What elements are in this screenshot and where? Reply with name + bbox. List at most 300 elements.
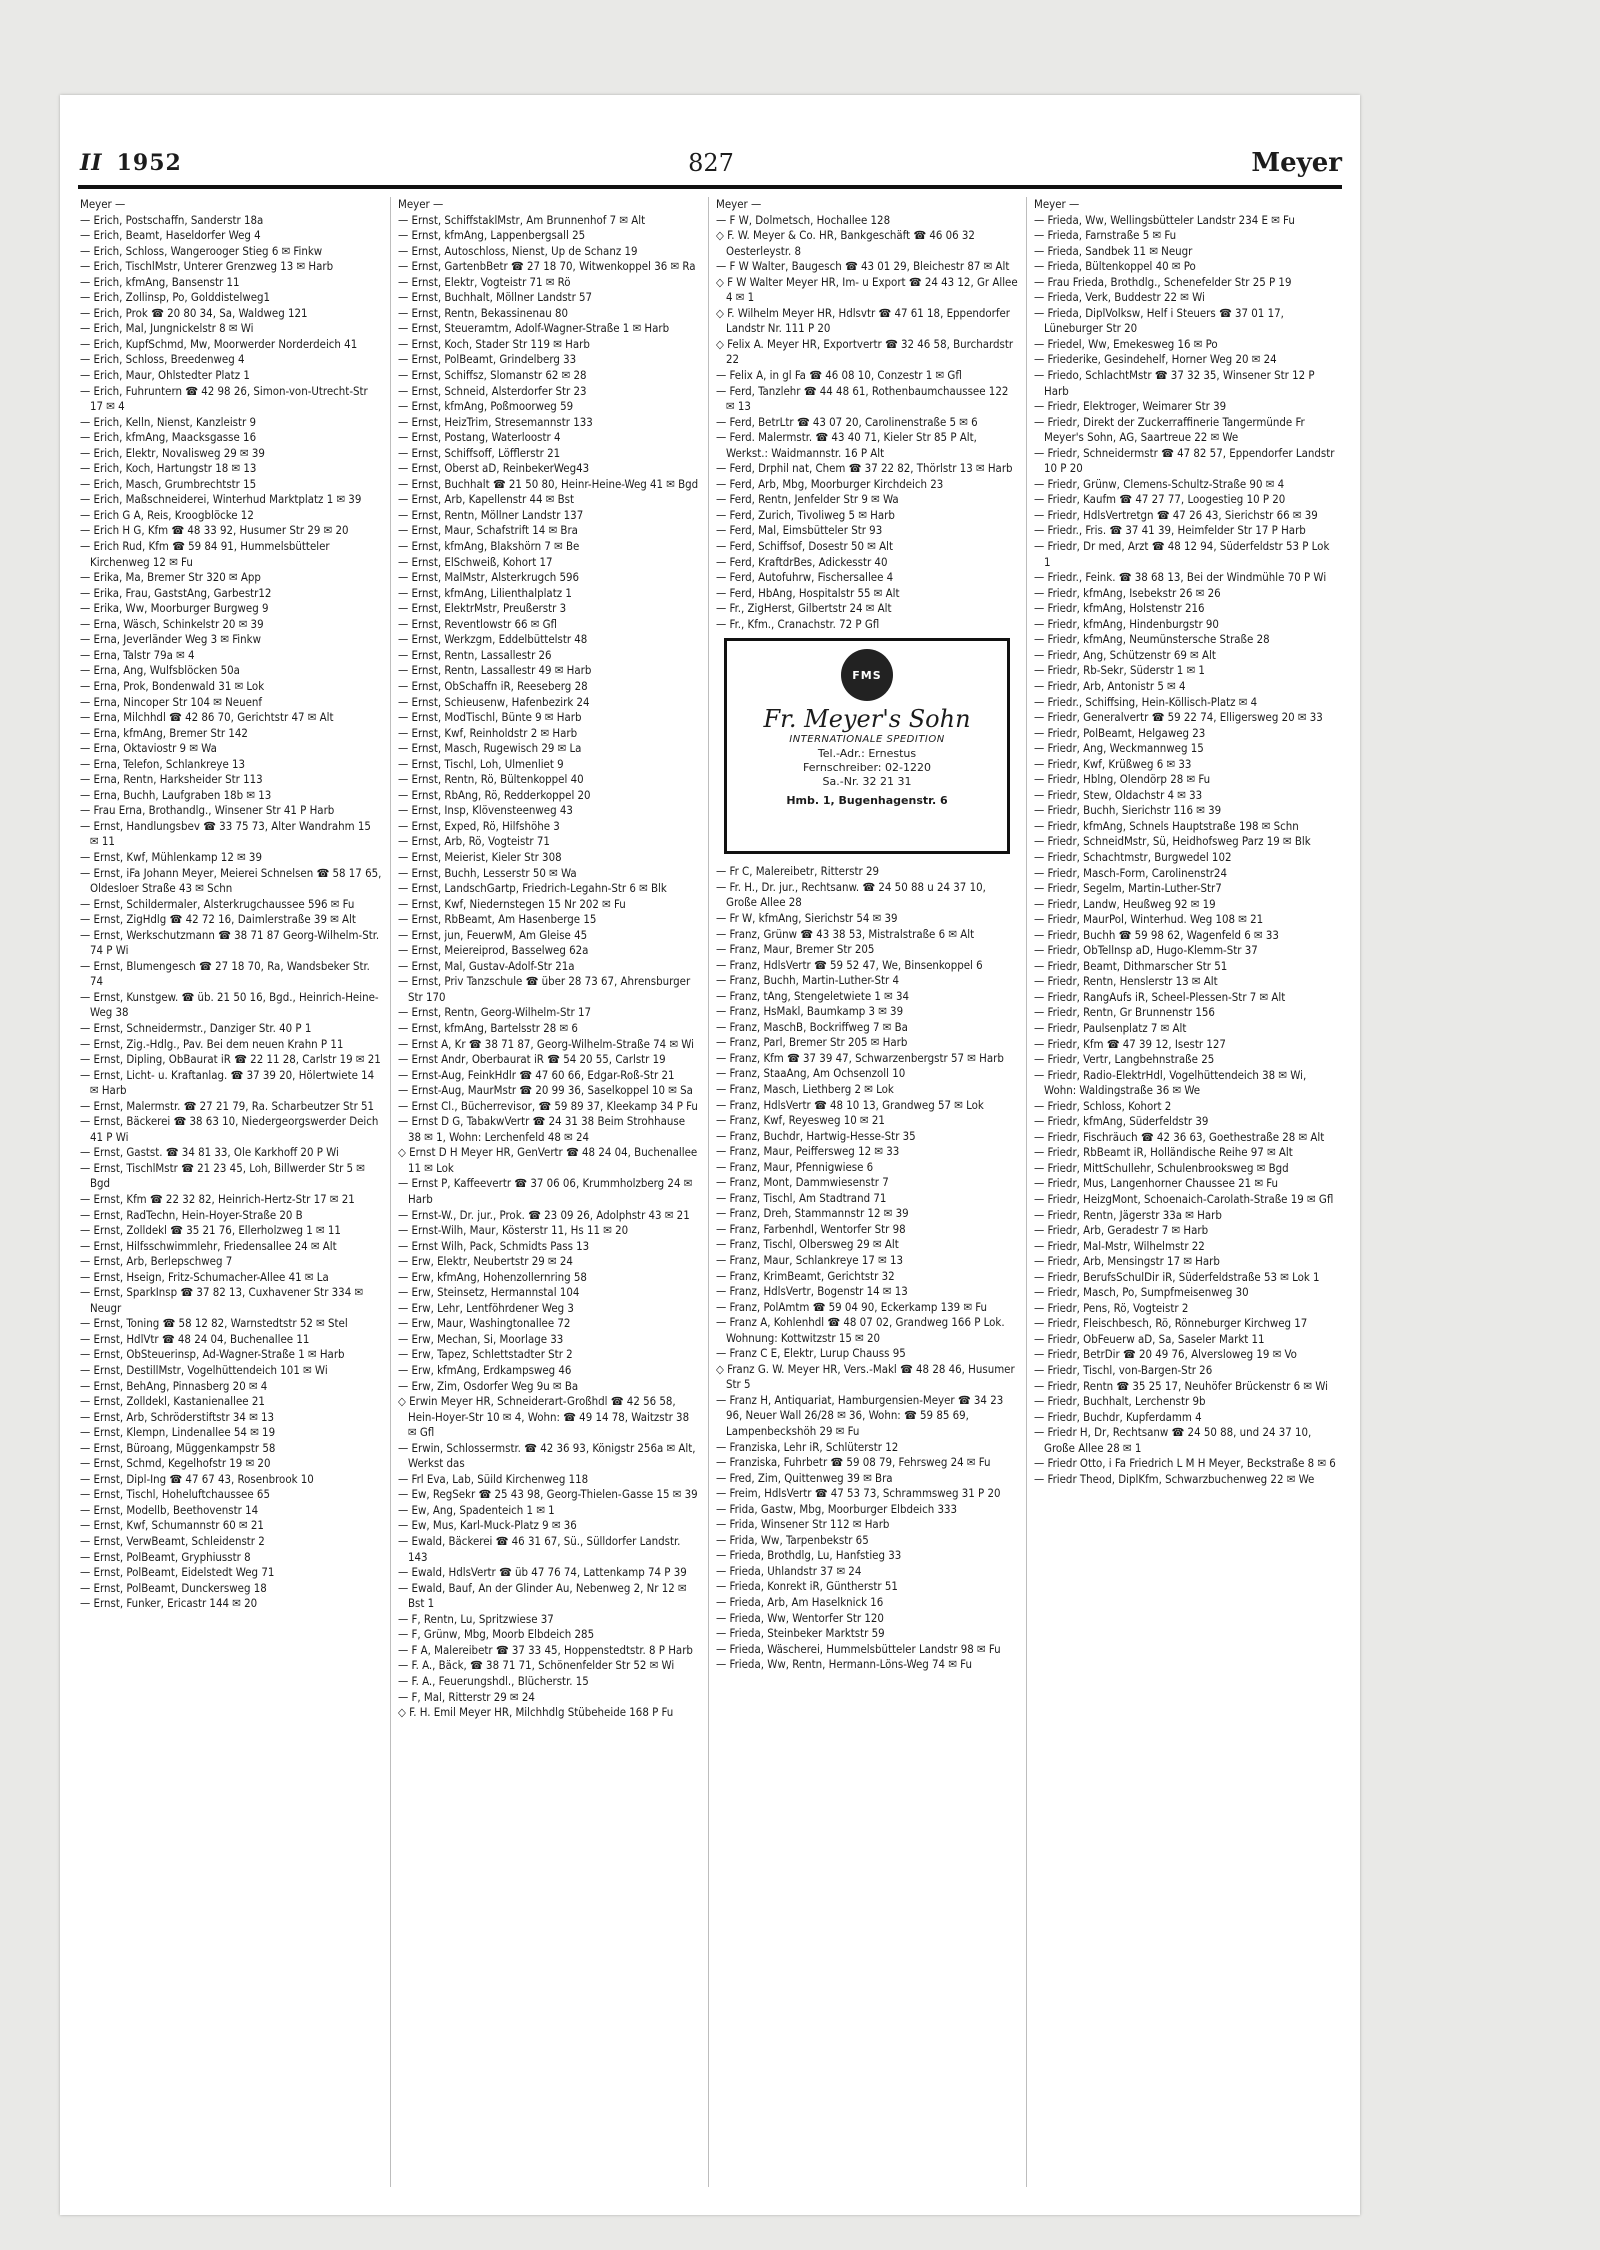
directory-entry: — Franz, Masch, Liethberg 2 ✉ Lok: [716, 1081, 894, 1096]
directory-entry: — Ferd, BetrLtr ☎ 43 07 20, Carolinenstraße 5 ✉ 6: [716, 414, 978, 429]
directory-entry: — F A, Malereibetr ☎ 37 33 45, Hoppenstedtstr. 8 P Harb: [398, 1642, 693, 1657]
directory-entry: — Frieda, Wäscherei, Hummelsbütteler Landstr 98 ✉ Fu: [716, 1641, 1001, 1656]
directory-entry: — Ernst, Dipling, ObBaurat iR ☎ 22 11 28, Carlstr 19 ✉ 21: [80, 1052, 381, 1067]
column-divider: [390, 197, 391, 2187]
directory-entry: — Ernst, Exped, Rö, Hilfshöhe 3: [398, 818, 560, 833]
directory-entry: — Friedr, Vertr, Langbehnstraße 25: [1034, 1052, 1215, 1067]
directory-entry: — Ernst, ElSchweiß, Kohort 17: [398, 554, 553, 569]
directory-entry: — Friedr, SchneidMstr, Sü, Heidhofsweg Parz 19 ✉ Blk: [1034, 834, 1311, 849]
directory-entry: — Erwin, Schlossermstr. ☎ 42 36 93, Königstr 256a ✉ Alt, Werkst das: [398, 1440, 696, 1471]
directory-entry: — Ernst, Elektr, Vogteistr 71 ✉ Rö: [398, 274, 571, 289]
directory-entry: — Franz, Kwf, Reyesweg 10 ✉ 21: [716, 1113, 885, 1128]
directory-entry: — Franz, Maur, Peiffersweg 12 ✉ 33: [716, 1144, 900, 1159]
directory-entry: — Friedr., Feink. ☎ 38 68 13, Bei der Windmühle 70 P Wi: [1034, 570, 1327, 585]
directory-entry: — Ernst, Kwf, Reinholdstr 2 ✉ Harb: [398, 725, 578, 740]
directory-entry: — Ernst, Blumengesch ☎ 27 18 70, Ra, Wandsbeker Str. 74: [80, 958, 370, 989]
directory-entry: — Franz, Grünw ☎ 43 38 53, Mistralstraße 6 ✉ Alt: [716, 926, 975, 941]
directory-entry: — Ferd, Mal, Eimsbütteler Str 93: [716, 523, 883, 538]
directory-entry: — Franz, HdlsVertr ☎ 48 10 13, Grandweg 57 ✉ Lok: [716, 1097, 984, 1112]
directory-entry: — Ferd, Drphil nat, Chem ☎ 37 22 82, Thörlstr 13 ✉ Harb: [716, 461, 1013, 476]
directory-entry: — Erich, TischlMstr, Unterer Grenzweg 13 ✉ Harb: [80, 259, 334, 274]
directory-entry: — Franz, Farbenhdl, Wentorfer Str 98: [716, 1221, 906, 1236]
directory-entry: — Ernst, Oberst aD, ReinbekerWeg43: [398, 461, 590, 476]
directory-entry: ◇ Ernst D H Meyer HR, GenVertr ☎ 48 24 04, Buchenallee 11 ✉ Lok: [398, 1145, 698, 1175]
directory-entry: — Ernst, Autoschloss, Nienst, Up de Schanz 19: [398, 243, 638, 258]
directory-entry: — Ew, RegSekr ☎ 25 43 98, Georg-Thielen-Gasse 15 ✉ 39: [398, 1487, 698, 1502]
directory-entry: — Friedr, Direkt der Zuckerraffinerie Tangermünde Fr Meyer's Sohn, AG, Saartreue 22 ✉ We: [1034, 414, 1305, 445]
directory-entry: — Frieda, Ww, Rentn, Hermann-Löns-Weg 74 ✉ Fu: [716, 1657, 972, 1672]
directory-entry: — Friedr, Masch-Form, Carolinenstr24: [1034, 865, 1227, 880]
directory-entry: — Friedr, Rentn, Gr Brunnenstr 156: [1034, 1005, 1215, 1020]
directory-entry: — Erna, Oktaviostr 9 ✉ Wa: [80, 741, 217, 756]
directory-entry: — Franz, StaaAng, Am Ochsenzoll 10: [716, 1066, 906, 1081]
directory-entry: — Franz, HdlsVertr, Bogenstr 14 ✉ 13: [716, 1284, 908, 1299]
directory-entry: — Erich, Mal, Jungnickelstr 8 ✉ Wi: [80, 321, 254, 336]
directory-entry: — Ernst, Priv Tanzschule ☎ über 28 73 67, Ahrensburger Str 170: [398, 974, 691, 1004]
directory-entry: — Friedr, Radio-ElektrHdl, Vogelhüttendeich 38 ✉ Wi, Wohn: Waldingstraße 36 ✉ We: [1034, 1067, 1307, 1098]
directory-entry: — Ernst, PolBeamt, Dunckersweg 18: [80, 1580, 267, 1595]
directory-entry: ◇ F. W. Meyer & Co. HR, Bankgeschäft ☎ 46 06 32 Oesterleystr. 8: [716, 228, 975, 258]
directory-entry: — Ewald, Bauf, An der Glinder Au, Nebenweg 2, Nr 12 ✉ Bst 1: [398, 1580, 687, 1611]
directory-entry: — Erna, Prok, Bondenwald 31 ✉ Lok: [80, 678, 265, 693]
entry-list: [716, 213, 1018, 633]
directory-entry: — Ernst, Licht- u. Kraftanlag. ☎ 37 39 20, Hölertwiete 14 ✉ Harb: [80, 1067, 375, 1098]
directory-entry: ◇ F W Walter Meyer HR, Im- u Export ☎ 24 43 12, Gr Allee 4 ✉ 1: [716, 274, 1018, 305]
directory-entry: — Franz, HsMakl, Baumkamp 3 ✉ 39: [716, 1004, 904, 1019]
directory-entry: — Ernst, Schiffsz, Slomanstr 62 ✉ 28: [398, 368, 587, 383]
directory-entry: — Ernst D G, TabakwVertr ☎ 24 31 38 Beim Strohhause 38 ✉ 1, Wohn: Lerchenfeld 48 ✉ 24: [398, 1114, 686, 1144]
directory-entry: — Erich G A, Reis, Kroogblöcke 12: [80, 507, 254, 522]
directory-entry: — Friedr, kfmAng, Isebekstr 26 ✉ 26: [1034, 585, 1221, 600]
directory-entry: — Erich, Fuhruntern ☎ 42 98 26, Simon-von-Utrecht-Str 17 ✉ 4: [80, 383, 368, 414]
directory-entry: — Ferd, Zurich, Tivoliweg 5 ✉ Harb: [716, 507, 895, 522]
continuation-label: Meyer —: [80, 197, 126, 211]
directory-entry: — Ernst, Mal, Gustav-Adolf-Str 21a: [398, 958, 575, 973]
directory-entry: — Erich, kfmAng, Bansenstr 11: [80, 274, 240, 289]
directory-entry: — Erw, Tapez, Schlettstadter Str 2: [398, 1347, 573, 1362]
directory-entry: — Friedr, Arb, Mensingstr 17 ✉ Harb: [1034, 1254, 1220, 1269]
directory-entry: — Frieda, Sandbek 11 ✉ Neugr: [1034, 243, 1193, 258]
directory-entry: — Ernst, PolBeamt, Gryphiusstr 8: [80, 1549, 251, 1564]
directory-entry: — Ernst-W., Dr. jur., Prok. ☎ 23 09 26, Adolphstr 43 ✉ 21: [398, 1207, 690, 1222]
directory-entry: — Friedr, Arb, Geradestr 7 ✉ Harb: [1034, 1223, 1209, 1238]
directory-entry: — Ernst, Kwf, Mühlenkamp 12 ✉ 39: [80, 849, 262, 864]
directory-entry: — Erw, kfmAng, Erdkampsweg 46: [398, 1363, 572, 1378]
directory-entry: — Ernst, Bäckerei ☎ 38 63 10, Niedergeorgswerder Deich 41 P Wi: [80, 1114, 379, 1144]
column-1: [80, 197, 382, 2197]
directory-entry: — Friedr., Fris. ☎ 37 41 39, Heimfelder Str 17 P Harb: [1034, 523, 1306, 538]
directory-entry: — Friedr, Ang, Schützenstr 69 ✉ Alt: [1034, 647, 1216, 662]
directory-entry: — Friedr, Kaufm ☎ 47 27 77, Loogestieg 10 P 20: [1034, 492, 1286, 507]
directory-entry: — Ew, Mus, Karl-Muck-Platz 9 ✉ 36: [398, 1518, 577, 1533]
directory-entry: — Franz, PolAmtm ☎ 59 04 90, Eckerkamp 139 ✉ Fu: [716, 1299, 988, 1314]
directory-entry: — Ernst, Insp, Klövensteenweg 43: [398, 803, 573, 818]
directory-entry: — Felix A, in gl Fa ☎ 46 08 10, Conzestr 1 ✉ Gfl: [716, 368, 962, 383]
directory-entry: — Ernst, Schiffsoff, Löfflerstr 21: [398, 445, 561, 460]
directory-entry: ◇ Felix A. Meyer HR, Exportvertr ☎ 32 46 58, Burchardstr 22: [716, 336, 1014, 367]
directory-entry: — Ernst, jun, FeuerwM, Am Gleise 45: [398, 927, 588, 942]
directory-entry: — Ernst, RbBeamt, Am Hasenberge 15: [398, 912, 597, 927]
entry-list: [716, 864, 1018, 1672]
directory-entry: — Franz C E, Elektr, Lurup Chauss 95: [716, 1346, 906, 1361]
directory-entry: — Franz, Mont, Dammwiesenstr 7: [716, 1175, 889, 1190]
continuation-label: Meyer —: [716, 197, 762, 211]
directory-entry: — Ferd, Autofuhrw, Fischersallee 4: [716, 570, 894, 585]
directory-entry: — Frieda, Ww, Wentorfer Str 120: [716, 1610, 884, 1625]
directory-entry: — Frieda, Farnstraße 5 ✉ Fu: [1034, 228, 1177, 243]
column-2: [398, 197, 700, 2197]
directory-entry: — F, Rentn, Lu, Spritzwiese 37: [398, 1611, 554, 1626]
directory-entry: — Ernst, kfmAng, Blakshörn 7 ✉ Be: [398, 539, 580, 554]
directory-entry: — F W Walter, Baugesch ☎ 43 01 29, Bleichestr 87 ✉ Alt: [716, 259, 1010, 274]
directory-entry: — Franz, Dreh, Stammannstr 12 ✉ 39: [716, 1206, 909, 1221]
directory-entry: — Ewald, Bäckerei ☎ 46 31 67, Sü., Sülldorfer Landstr. 143: [398, 1534, 681, 1564]
directory-entry: — Fr. H., Dr. jur., Rechtsanw. ☎ 24 50 88 u 24 37 10, Große Allee 28: [716, 879, 986, 910]
directory-entry: — Ernst-Aug, MaurMstr ☎ 20 99 36, Saselkoppel 10 ✉ Sa: [398, 1083, 693, 1098]
directory-entry: — Friedr, MittSchullehr, Schulenbrooksweg ✉ Bgd: [1034, 1160, 1289, 1175]
directory-entry: — Friedr, HeizgMont, Schoenaich-Carolath-Straße 19 ✉ Gfl: [1034, 1192, 1334, 1206]
directory-entry: — Ernst, Büroang, Müggenkampstr 58: [80, 1440, 276, 1455]
directory-entry: — Erna, Milchhdl ☎ 42 86 70, Gerichtstr 47 ✉ Alt: [80, 710, 334, 725]
directory-entry: — Ernst, Hseign, Fritz-Schumacher-Allee 41 ✉ La: [80, 1269, 329, 1284]
directory-entry: — Ernst, Werkschutzmann ☎ 38 71 87 Georg-Wilhelm-Str. 74 P Wi: [80, 927, 380, 958]
directory-entry: — Ernst, Kfm ☎ 22 32 82, Heinrich-Hertz-Str 17 ✉ 21: [80, 1192, 355, 1206]
directory-entry: — Franz, Maur, Schlankreye 17 ✉ 13: [716, 1252, 904, 1267]
directory-entry: — Friedr, Generalvertr ☎ 59 22 74, Elligersweg 20 ✉ 33: [1034, 710, 1323, 725]
directory-entry: ◇ Erwin Meyer HR, Schneiderart-Großhdl ☎ 42 56 58, Hein-Hoyer-Str 10 ✉ 4, Wohn: ☎ 49 14 78, Waitzstr 38 ✉ Gfl: [398, 1394, 690, 1440]
directory-entry: — Frieda, Steinbeker Marktstr 59: [716, 1626, 885, 1641]
directory-entry: — Ernst, TischlMstr ☎ 21 23 45, Loh, Billwerder Str 5 ✉ Bgd: [80, 1160, 365, 1191]
directory-entry: — Ernst-Aug, FeinkHdlr ☎ 47 60 66, Edgar-Roß-Str 21: [398, 1067, 675, 1082]
directory-entry: — Friedr, Tischl, von-Bargen-Str 26: [1034, 1363, 1213, 1378]
directory-entry: — Friedr, Arb, Antonistr 5 ✉ 4: [1034, 678, 1186, 693]
directory-entry: — F, Grünw, Mbg, Moorb Elbdeich 285: [398, 1627, 595, 1642]
directory-page: [60, 95, 1360, 2215]
directory-entry: — Friedr, Rb-Sekr, Süderstr 1 ✉ 1: [1034, 663, 1205, 678]
directory-entry: — Ernst, Klempn, Lindenallee 54 ✉ 19: [80, 1425, 276, 1440]
directory-entry: — Friedr, Fischräuch ☎ 42 36 63, Goethestraße 28 ✉ Alt: [1034, 1129, 1325, 1144]
directory-entry: — Ferd, HbAng, Hospitalstr 55 ✉ Alt: [716, 585, 900, 600]
directory-entry: — Ernst A, Kr ☎ 38 71 87, Georg-Wilhelm-Straße 74 ✉ Wi: [398, 1036, 695, 1051]
column-4: [1034, 197, 1336, 2197]
directory-entry: — Friedr, BetrDir ☎ 20 49 76, Alversloweg 19 ✉ Vo: [1034, 1347, 1297, 1362]
directory-entry: — Ernst, Tischl, Hoheluftchaussee 65: [80, 1487, 270, 1502]
ad-telegram: Tel.-Adr.: Ernestus: [817, 747, 917, 761]
directory-entry: — Freim, HdlsVertr ☎ 47 53 73, Schrammsweg 31 P 20: [716, 1486, 1001, 1501]
directory-entry: — Friedr, Ang, Weckmannweg 15: [1034, 741, 1204, 756]
column-3: [716, 197, 1018, 2197]
directory-entry: — Erich, Schloss, Breedenweg 4: [80, 352, 245, 367]
directory-entry: — Friedr, Buchh ☎ 59 98 62, Wagenfeld 6 ✉ 33: [1034, 927, 1279, 942]
directory-entry: — Erw, Elektr, Neubertstr 29 ✉ 24: [398, 1254, 573, 1269]
directory-entry: — Friedr, kfmAng, Schnels Hauptstraße 198 ✉ Schn: [1034, 818, 1299, 833]
directory-entry: — Ernst, VerwBeamt, Schleidenstr 2: [80, 1534, 265, 1549]
directory-entry: — Frieda, Bültenkoppel 40 ✉ Po: [1034, 259, 1196, 274]
directory-entry: — Ernst, Modellb, Beethovenstr 14: [80, 1502, 259, 1517]
directory-entry: — Ernst, Zig.-Hdlg., Pav. Bei dem neuen Krahn P 11: [80, 1036, 344, 1051]
directory-entry: — Ernst, Schildermaler, Alsterkrugchaussee 596 ✉ Fu: [80, 896, 355, 911]
directory-entry: — Erika, Ww, Moorburger Burgweg 9: [80, 601, 269, 616]
directory-entry: — Franz, Parl, Bremer Str 205 ✉ Harb: [716, 1035, 908, 1050]
directory-entry: — Friedr, HdlsVertretgn ☎ 47 26 43, Sierichstr 66 ✉ 39: [1034, 507, 1318, 522]
directory-entry: — Ernst, Kunstgew. ☎ üb. 21 50 16, Bgd., Heinrich-Heine-Weg 38: [80, 989, 379, 1020]
directory-entry: — Erw, kfmAng, Hohenzollernring 58: [398, 1269, 587, 1284]
directory-entry: — Ernst, HeizTrim, Stresemannstr 133: [398, 414, 593, 429]
ad-firm-name: Fr. Meyer's Sohn: [763, 705, 971, 734]
directory-entry: — Ernst, kfmAng, Bartelsstr 28 ✉ 6: [398, 1020, 578, 1035]
directory-entry: — Ernst, iFa Johann Meyer, Meierei Schnelsen ☎ 58 17 65, Oldesloer Straße 43 ✉ Schn: [80, 865, 382, 896]
directory-entry: — Friedr Otto, i Fa Friedrich L M H Meyer, Beckstraße 8 ✉ 6: [1034, 1456, 1336, 1471]
directory-entry: — Erw, Zim, Osdorfer Weg 9u ✉ Ba: [398, 1378, 579, 1393]
entry-list: [80, 213, 382, 1612]
directory-entry: — F. A., Bäck, ☎ 38 71 71, Schönenfelder Str 52 ✉ Wi: [398, 1658, 675, 1673]
directory-entry: — Friedr, Mus, Langenhorner Chaussee 21 ✉ Fu: [1034, 1176, 1279, 1191]
directory-entry: — Franz, Tischl, Am Stadtrand 71: [716, 1190, 887, 1205]
directory-entry: — Ernst, SchiffstaklMstr, Am Brunnenhof 7 ✉ Alt: [398, 212, 646, 227]
directory-entry: — Ernst, Arb, Schröderstiftstr 34 ✉ 13: [80, 1409, 275, 1424]
directory-entry: — Erich, KupfSchmd, Mw, Moorwerder Norderdeich 41: [80, 336, 358, 351]
directory-entry: — Franz, HdlsVertr ☎ 59 52 47, We, Binsenkoppel 6: [716, 957, 983, 972]
directory-entry: — Erna, Rentn, Harksheider Str 113: [80, 772, 263, 787]
directory-entry: — Friedr, Pens, Rö, Vogteistr 2: [1034, 1300, 1189, 1315]
directory-entry: — Erna, Buchh, Laufgraben 18b ✉ 13: [80, 787, 272, 802]
directory-entry: — Frida, Ww, Tarpenbekstr 65: [716, 1532, 869, 1547]
directory-entry: — Ernst, Rentn, Lassallestr 26: [398, 647, 552, 662]
directory-entry: — Ernst, Buchhalt ☎ 21 50 80, Heinr-Heine-Weg 41 ✉ Bgd: [398, 476, 699, 491]
directory-entry: — Ernst, PolBeamt, Eidelstedt Weg 71: [80, 1565, 275, 1580]
header-rule: [78, 185, 1342, 189]
directory-entry: — Ernst, Masch, Rugewisch 29 ✉ La: [398, 741, 582, 756]
directory-entry: — Erich Rud, Kfm ☎ 59 84 91, Hummelsbütteler Kirchenweg 12 ✉ Fu: [80, 539, 330, 569]
directory-entry: — Friedr, Rentn ☎ 35 25 17, Neuhöfer Brückenstr 6 ✉ Wi: [1034, 1378, 1328, 1393]
directory-entry: — F. A., Feuerungshdl., Blücherstr. 15: [398, 1673, 589, 1688]
directory-entry: — Ernst, ModTischl, Bünte 9 ✉ Harb: [398, 710, 582, 725]
directory-entry: — Franz, Buchdr, Hartwig-Hesse-Str 35: [716, 1128, 916, 1143]
directory-entry: — Ernst, Gastst. ☎ 34 81 33, Ole Karkhoff 20 P Wi: [80, 1145, 339, 1160]
advertisement-box: [724, 638, 1010, 854]
directory-entry: — Friedr, MaurPol, Winterhud. Weg 108 ✉ 21: [1034, 912, 1264, 927]
directory-entry: — Franz, Kfm ☎ 37 39 47, Schwarzenbergstr 57 ✉ Harb: [716, 1050, 1004, 1065]
directory-entry: — Ernst, Malermstr. ☎ 27 21 79, Ra. Scharbeutzer Str 51: [80, 1098, 375, 1113]
directory-entry: — Ernst, Toning ☎ 58 12 82, Warnstedtstr 52 ✉ Stel: [80, 1316, 348, 1331]
directory-entry: — Erich, Maßschneiderei, Winterhud Marktplatz 1 ✉ 39: [80, 492, 362, 507]
entry-list: [398, 213, 700, 1721]
directory-entry: — Friedr, Hblng, Olendörp 28 ✉ Fu: [1034, 772, 1211, 787]
directory-entry: — Frieda, Konrekt iR, Güntherstr 51: [716, 1579, 898, 1594]
directory-entry: — F W, Dolmetsch, Hochallee 128: [716, 212, 891, 227]
directory-entry: — Ernst, Funker, Ericastr 144 ✉ 20: [80, 1596, 258, 1611]
directory-entry: — Erich, Maur, Ohlstedter Platz 1: [80, 368, 250, 383]
directory-entry: — Ernst, Zolldekl, Kastanienallee 21: [80, 1394, 265, 1409]
directory-entry: — Erich, Zollinsp, Po, Golddistelweg1: [80, 290, 271, 305]
directory-entry: — Ernst, Tischl, Loh, Ulmenliet 9: [398, 756, 564, 771]
directory-entry: — Ernst, LandschGartp, Friedrich-Legahn-Str 6 ✉ Blk: [398, 881, 667, 896]
directory-entry: — Erw, Steinsetz, Hermannstal 104: [398, 1285, 580, 1300]
directory-entry: — Ernst, Rentn, Rö, Bültenkoppel 40: [398, 772, 584, 787]
directory-entry: — Friedr, Stew, Oldachstr 4 ✉ 33: [1034, 787, 1203, 802]
directory-entry: — Friedr, Buchdr, Kupferdamm 4: [1034, 1409, 1202, 1424]
directory-entry: — Erich, Masch, Grumbrechtstr 15: [80, 476, 257, 491]
directory-entry: — Ernst, kfmAng, Poßmoorweg 59: [398, 399, 574, 414]
directory-entry: — Ernst P, Kaffeevertr ☎ 37 06 06, Krummholzberg 24 ✉ Harb: [398, 1176, 693, 1206]
directory-entry: — Franz, tAng, Stengeletwiete 1 ✉ 34: [716, 988, 910, 1003]
directory-entry: — Fr., ZigHerst, Gilbertstr 24 ✉ Alt: [716, 601, 892, 616]
directory-entry: — Frl Eva, Lab, Süild Kirchenweg 118: [398, 1471, 589, 1486]
directory-entry: — Friedr, ObFeuerw aD, Sa, Saseler Markt 11: [1034, 1331, 1265, 1346]
company-logo: FMS: [841, 649, 893, 701]
directory-entry: — Ernst, Rentn, Möllner Landstr 137: [398, 507, 584, 522]
directory-entry: — Erich, kfmAng, Maacksgasse 16: [80, 430, 257, 445]
directory-entry: — Friedr, kfmAng, Neumünstersche Straße 28: [1034, 632, 1270, 647]
directory-entry: — Ernst, Maur, Schafstrift 14 ✉ Bra: [398, 523, 578, 538]
directory-entry: — Friedr, Kwf, Krüßweg 6 ✉ 33: [1034, 756, 1192, 771]
running-keyword: Meyer: [1251, 148, 1342, 178]
continuation-label: Meyer —: [398, 197, 444, 211]
directory-entry: — Ernst, Buchhalt, Möllner Landstr 57: [398, 290, 593, 305]
directory-entry: — Ernst, Schmd, Kegelhofstr 19 ✉ 20: [80, 1456, 271, 1471]
directory-entry: — Ernst, ElektrMstr, Preußerstr 3: [398, 601, 567, 616]
directory-entry: — Erna, Talstr 79a ✉ 4: [80, 647, 195, 662]
directory-entry: — Franz, Buchh, Martin-Luther-Str 4: [716, 973, 899, 988]
directory-entry: — Friedr, Fleischbesch, Rö, Rönneburger Kirchweg 17: [1034, 1316, 1308, 1331]
volume-number: II: [80, 150, 103, 176]
directory-entry: — Ernst, kfmAng, Lappenbergsall 25: [398, 228, 586, 243]
directory-entry: — Franz, Maur, Bremer Str 205: [716, 942, 875, 957]
directory-entry: — Friedr, PolBeamt, Helgaweg 23: [1034, 725, 1206, 740]
directory-entry: — Frieda, Ww, Wellingsbütteler Landstr 234 E ✉ Fu: [1034, 212, 1295, 227]
directory-entry: — Ernst, Rentn, Bekassinenau 80: [398, 305, 569, 320]
directory-entry: — Frida, Gastw, Mbg, Moorburger Elbdeich 333: [716, 1501, 958, 1516]
directory-entry: — Ernst, RbAng, Rö, Redderkoppel 20: [398, 787, 591, 802]
directory-entry: — Erich, Kelln, Nienst, Kanzleistr 9: [80, 414, 257, 429]
directory-entry: — Friedr, RbBeamt iR, Holländische Reihe 97 ✉ Alt: [1034, 1145, 1293, 1160]
directory-entry: — Friedr, Beamt, Dithmarscher Str 51: [1034, 958, 1228, 973]
directory-entry: — Fr., Kfm., Cranachstr. 72 P Gfl: [716, 616, 880, 631]
directory-entry: — Frau Erna, Brothandlg., Winsener Str 41 P Harb: [80, 803, 335, 818]
directory-entry: — Friedr, ObTellnsp aD, Hugo-Klemm-Str 37: [1034, 943, 1258, 958]
directory-entry: — Erich, Elektr, Novalisweg 29 ✉ 39: [80, 445, 265, 460]
directory-entry: — Ernst, Arb, Rö, Vogteistr 71: [398, 834, 550, 849]
directory-entry: — Erna, Nincoper Str 104 ✉ Neuenf: [80, 694, 262, 709]
directory-entry: — Ferd, Arb, Mbg, Moorburger Kirchdeich 23: [716, 476, 944, 491]
directory-entry: — Erich H G, Kfm ☎ 48 33 92, Husumer Str 29 ✉ 20: [80, 523, 349, 538]
directory-entry: — Ferd, Rentn, Jenfelder Str 9 ✉ Wa: [716, 492, 899, 507]
directory-entry: — Friedr, Masch, Po, Sumpfmeisenweg 30: [1034, 1285, 1249, 1300]
directory-entry: — Frieda, DiplVolksw, Helf i Steuers ☎ 37 01 17, Lüneburger Str 20: [1034, 305, 1284, 336]
directory-entry: — Ernst, Postang, Waterloostr 4: [398, 430, 561, 445]
directory-entry: — Ernst, Schieusenw, Hafenbezirk 24: [398, 694, 590, 709]
ad-telex: Fernschreiber: 02-1220: [803, 761, 931, 775]
directory-entry: — Ernst, Rentn, Lassallestr 49 ✉ Harb: [398, 663, 592, 678]
directory-entry: — Erika, Frau, GaststAng, Garbestr12: [80, 585, 272, 600]
ad-phone: Sa.-Nr. 32 21 31: [822, 775, 912, 789]
page-header: [80, 143, 1342, 183]
directory-entry: — Friedel, Ww, Emekesweg 16 ✉ Po: [1034, 336, 1218, 351]
directory-entry: — Erna, Wäsch, Schinkelstr 20 ✉ 39: [80, 616, 264, 631]
column-divider: [1026, 197, 1027, 2187]
directory-entry: — Friedo, SchlachtMstr ☎ 37 32 35, Winsener Str 12 P Harb: [1034, 368, 1315, 398]
directory-entry: — Franz A, Kohlenhdl ☎ 48 07 02, Grandweg 166 P Lok. Wohnung: Kottwitzstr 15 ✉ 20: [716, 1315, 1005, 1345]
directory-entry: — Frida, Winsener Str 112 ✉ Harb: [716, 1517, 890, 1532]
directory-entry: — Ferd, Schiffsof, Dosestr 50 ✉ Alt: [716, 539, 893, 554]
directory-entry: — F, Mal, Ritterstr 29 ✉ 24: [398, 1689, 535, 1704]
directory-entry: — Friedr, Schneidermstr ☎ 47 82 57, Eppendorfer Landstr 10 P 20: [1034, 445, 1335, 476]
directory-entry: — Ernst, Hilfsschwimmlehr, Friedensallee 24 ✉ Alt: [80, 1238, 337, 1253]
directory-entry: — Ernst Cl., Bücherrevisor, ☎ 59 89 37, Kleekamp 34 P Fu: [398, 1098, 698, 1113]
directory-entry: — Ernst, Handlungsbev ☎ 33 75 73, Alter Wandrahm 15 ✉ 11: [80, 818, 371, 849]
directory-entry: — Ernst, Kwf, Niedernstegen 15 Nr 202 ✉ Fu: [398, 896, 626, 911]
directory-entry: — Ernst, SparkInsp ☎ 37 82 13, Cuxhavener Str 334 ✉ Neugr: [80, 1285, 364, 1315]
directory-entry: — Friedr, Rentn, Henslerstr 13 ✉ Alt: [1034, 974, 1218, 989]
directory-entry: — Erich, Prok ☎ 20 80 34, Sa, Waldweg 121: [80, 305, 308, 320]
directory-entry: — Franziska, Fuhrbetr ☎ 59 08 79, Fehrsweg 24 ✉ Fu: [716, 1455, 991, 1470]
directory-entry: — Frieda, Verk, Buddestr 22 ✉ Wi: [1034, 290, 1205, 305]
directory-entry: — Friedr H, Dr, Rechtsanw ☎ 24 50 88, und 24 37 10, Große Allee 28 ✉ 1: [1034, 1425, 1312, 1455]
directory-entry: — Frieda, Brothdlg, Lu, Hanfstieg 33: [716, 1548, 902, 1563]
column-divider: [708, 197, 709, 2187]
directory-entry: — Erna, Jeverländer Weg 3 ✉ Finkw: [80, 632, 261, 647]
directory-entry: — Friedr, kfmAng, Süderfeldstr 39: [1034, 1114, 1209, 1129]
directory-entry: — Ernst, Meiereiprod, Basselweg 62a: [398, 943, 589, 958]
directory-entry: — Erich, Postschaffn, Sanderstr 18a: [80, 212, 264, 227]
directory-entry: — Franz, KrimBeamt, Gerichtstr 32: [716, 1268, 895, 1283]
directory-entry: — Fr W, kfmAng, Sierichstr 54 ✉ 39: [716, 910, 898, 925]
directory-entry: — Friedr Theod, DiplKfm, Schwarzbuchenweg 22 ✉ We: [1034, 1471, 1315, 1486]
directory-entry: — Ernst, Arb, Kapellenstr 44 ✉ Bst: [398, 492, 575, 507]
listing-columns: [80, 197, 1342, 2197]
directory-entry: ◇ F. Wilhelm Meyer HR, Hdlsvtr ☎ 47 61 18, Eppendorfer Landstr Nr. 111 P 20: [716, 305, 1010, 336]
directory-entry: — Ernst, Meierist, Kieler Str 308: [398, 849, 562, 864]
directory-entry: — Erw, Mechan, Si, Moorlage 33: [398, 1331, 564, 1346]
directory-entry: ◇ F. H. Emil Meyer HR, Milchhdlg Stübeheide 168 P Fu: [398, 1705, 674, 1720]
directory-entry: — Erw, Lehr, Lentföhrdener Weg 3: [398, 1300, 574, 1315]
ad-tagline: INTERNATIONALE SPEDITION: [789, 734, 945, 746]
directory-entry: — Ferd, KraftdrBes, Adickesstr 40: [716, 554, 888, 569]
directory-entry: — Ernst, RadTechn, Hein-Hoyer-Straße 20 B: [80, 1207, 303, 1222]
directory-entry: — Erna, kfmAng, Bremer Str 142: [80, 725, 248, 740]
continuation-label: Meyer —: [1034, 197, 1080, 211]
directory-entry: — Ernst, DestillMstr, Vogelhüttendeich 101 ✉ Wi: [80, 1363, 328, 1378]
directory-entry: — Friedr, Schachtmstr, Burgwedel 102: [1034, 849, 1232, 864]
directory-entry: — Erna, Telefon, Schlankreye 13: [80, 756, 246, 771]
directory-entry: — Ew, Ang, Spadenteich 1 ✉ 1: [398, 1502, 555, 1517]
directory-entry: — Friedr, Segelm, Martin-Luther-Str7: [1034, 881, 1222, 896]
directory-entry: — Erich, Schloss, Wangerooger Stieg 6 ✉ Finkw: [80, 243, 323, 258]
directory-entry: — Franz, MaschB, Bockriffweg 7 ✉ Ba: [716, 1019, 908, 1034]
directory-entry: — Ernst, kfmAng, Lilienthalplatz 1: [398, 585, 572, 600]
directory-entry: — Erw, Maur, Washingtonallee 72: [398, 1316, 571, 1331]
directory-entry: — Friedr, Mal-Mstr, Wilhelmstr 22: [1034, 1238, 1205, 1253]
directory-entry: — Ernst, Steueramtm, Adolf-Wagner-Straße 1 ✉ Harb: [398, 321, 670, 336]
directory-entry: — Friedr, Elektroger, Weimarer Str 39: [1034, 399, 1227, 414]
directory-entry: — Frieda, Uhlandstr 37 ✉ 24: [716, 1563, 862, 1578]
header-volume-year: [80, 150, 182, 176]
directory-entry: — Ernst, Koch, Stader Str 119 ✉ Harb: [398, 336, 590, 351]
directory-entry: — Ferd. Malermstr. ☎ 43 40 71, Kieler Str 85 P Alt, Werkst.: Waidmannstr. 16 P Alt: [716, 430, 977, 460]
directory-entry: — Franz H, Antiquariat, Hamburgensien-Meyer ☎ 34 23 96, Neuer Wall 26/28 ✉ 36, Wohn: ☎ 59 85 69, Lampenbeckshöh 29 ✉ Fu: [716, 1392, 1004, 1438]
directory-entry: — Ernst, Zolldekl ☎ 35 21 76, Ellerholzweg 1 ✉ 11: [80, 1223, 341, 1238]
directory-entry: — Ernst, BehAng, Pinnasberg 20 ✉ 4: [80, 1378, 268, 1393]
directory-entry: — Friedr, Schloss, Kohort 2: [1034, 1098, 1172, 1113]
directory-entry: — Ernst, Arb, Berlepschweg 7: [80, 1254, 233, 1269]
directory-entry: — Friedr, kfmAng, Hindenburgstr 90: [1034, 616, 1219, 631]
directory-entry: — Friedr, Kfm ☎ 47 39 12, Isestr 127: [1034, 1036, 1226, 1051]
directory-entry: — Ernst, Rentn, Georg-Wilhelm-Str 17: [398, 1005, 591, 1020]
directory-entry: — Ernst, Reventlowstr 66 ✉ Gfl: [398, 616, 557, 631]
directory-entry: — Ernst, HdlVtr ☎ 48 24 04, Buchenallee 11: [80, 1331, 310, 1346]
directory-entry: ◇ Franz G. W. Meyer HR, Vers.-Makl ☎ 48 28 46, Husumer Str 5: [716, 1361, 1015, 1392]
year: 1952: [116, 150, 182, 176]
